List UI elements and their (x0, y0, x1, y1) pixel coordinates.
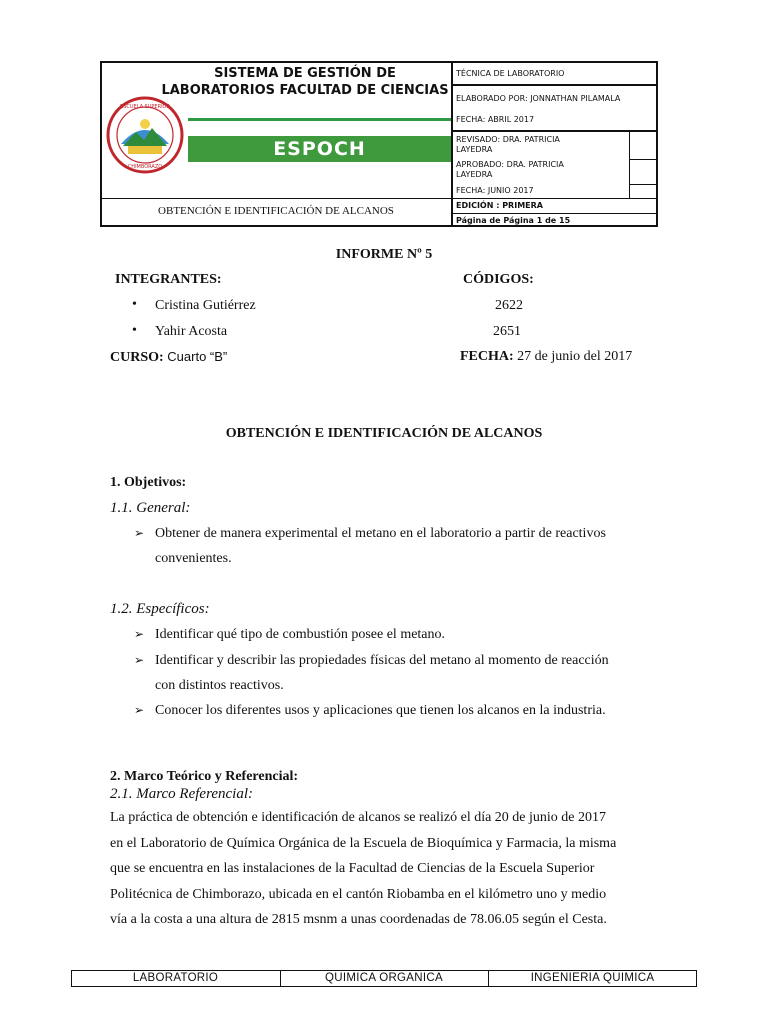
curso-label: CURSO: (110, 350, 164, 365)
subsection-general: 1.1. General: (110, 500, 191, 516)
marco-referencial-paragraph (110, 805, 660, 933)
paragraph-line: Politécnica de Chimborazo, ubicada en el cantón Riobamba en el kilómetro uno y medio (110, 886, 607, 902)
signature-boxes (629, 131, 658, 198)
header-left-divider (100, 198, 453, 199)
svg-text:CHIMBORAZO: CHIMBORAZO (127, 164, 163, 170)
bullet-icon: • (132, 297, 137, 312)
elaborado-label: ELABORADO POR: JONNATHAN PILAMALA (456, 94, 621, 103)
edicion-label: EDICIÓN : PRIMERA (456, 201, 543, 210)
footer-carrera: INGENIERIA QUIMICA (530, 972, 655, 984)
fecha-label: FECHA: (460, 349, 514, 364)
member-code: 2622 (495, 298, 523, 313)
paragraph-line: en el Laboratorio de Química Orgánica de la Escuela de Bioquímica y Farmacia, la misma (110, 835, 617, 851)
header-doc-title: OBTENCIÓN E IDENTIFICACIÓN DE ALCANOS (158, 205, 394, 217)
fecha-aprobacion: FECHA: JUNIO 2017 (456, 186, 534, 195)
svg-text:ESCUELA SUPERIOR: ESCUELA SUPERIOR (120, 104, 170, 110)
curso-line (110, 348, 227, 367)
brand-line (188, 118, 451, 121)
specific-objective-1: Identificar qué tipo de combustión posee el metano. (155, 627, 446, 642)
footer-laboratorio: LABORATORIO (132, 972, 219, 984)
fecha-value: 27 de junio del 2017 (513, 349, 633, 364)
paragraph-line: vía a la costa a una altura de 2815 msnm a unas coordenadas de 78.06.05 según el Cesta. (110, 912, 607, 927)
paragraph-line: que se encuentra en las instalaciones de la Facultad de Ciencias de la Escuela Superior (110, 861, 595, 876)
fecha-line (460, 348, 632, 366)
tecnica-label: TÉCNICA DE LABORATORIO (456, 69, 565, 78)
main-title: OBTENCIÓN E IDENTIFICACIÓN DE ALCANOS (225, 426, 543, 441)
subsection-marco-referencial: 2.1. Marco Referencial: (110, 786, 254, 802)
aprobado-label: APROBADO: DRA. PATRICIA LAYEDRA (456, 160, 564, 179)
general-objective-line-1: Obtener de manera experimental el metano en el laboratorio a partir de reactivos (155, 526, 606, 541)
fecha-elaboracion: FECHA: ABRIL 2017 (456, 115, 535, 124)
footer-materia: QUIMICA ORGANICA (325, 972, 443, 984)
section-objetivos: 1. Objetivos: (110, 475, 187, 490)
integrantes-label: INTEGRANTES: (115, 272, 222, 287)
arrow-bullet-icon: ➢ (134, 703, 145, 717)
arrow-bullet-icon: ➢ (134, 627, 145, 641)
header-right-divider-2 (451, 130, 658, 132)
member-name: Yahir Acosta (155, 324, 228, 339)
paragraph-line: La práctica de obtención e identificación de alcanos se realizó el día 20 de junio de 2017 (110, 810, 607, 825)
member-code: 2651 (493, 324, 521, 339)
revisado-label: REVISADO: DRA. PATRICIA LAYEDRA (456, 135, 560, 154)
specific-objective-2-line-1: Identificar y describir las propiedades físicas del metano al momento de reacción (155, 653, 609, 668)
section-marco-teorico: 2. Marco Teórico y Referencial: (110, 769, 299, 784)
subsection-especificos: 1.2. Específicos: (110, 601, 210, 617)
arrow-bullet-icon: ➢ (134, 653, 145, 667)
header-right-divider-1 (451, 84, 658, 86)
header-right-divider-4 (451, 213, 658, 214)
codigos-label: CÓDIGOS: (463, 272, 534, 287)
curso-value: Cuarto “B” (163, 349, 228, 364)
bullet-icon: • (132, 323, 137, 338)
brand-banner: ESPOCH (188, 136, 451, 162)
system-title: SISTEMA DE GESTIÓN DE LABORATORIOS FACULTAD DE CIENCIAS (161, 66, 449, 98)
pagina-label: Página de Página 1 de 15 (456, 216, 571, 225)
informe-number: INFORME Nº 5 (335, 247, 433, 262)
general-objective-line-2: convenientes. (155, 551, 232, 566)
header-right-divider-3 (451, 198, 658, 199)
espoch-seal-logo (106, 96, 184, 174)
signature-box-divider-1 (629, 159, 658, 160)
arrow-bullet-icon: ➢ (134, 526, 145, 540)
specific-objective-3: Conocer los diferentes usos y aplicaciones que tienen los alcanos en la industria. (155, 703, 606, 718)
member-name: Cristina Gutiérrez (155, 298, 256, 313)
signature-box-divider-2 (629, 184, 658, 185)
specific-objective-2-line-2: con distintos reactivos. (155, 678, 284, 693)
